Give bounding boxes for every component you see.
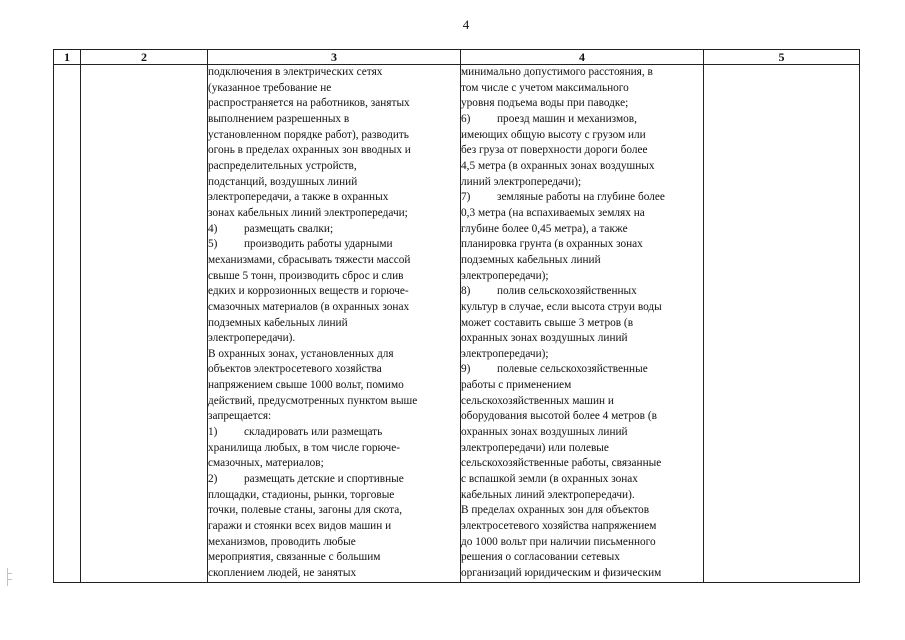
text-line: электропередачи).	[208, 332, 296, 345]
text-line: с вспашкой земли (в охранных зонах	[461, 473, 638, 486]
text-line: до 1000 вольт при наличии письменного	[461, 535, 656, 548]
list-item-text: складировать или размещать	[244, 426, 383, 439]
text-line: едких и коррозионных веществ и горюче-	[208, 285, 409, 298]
text-line: объектов электросетевого хозяйства	[208, 363, 382, 376]
list-item-text: полив сельскохозяйственных	[497, 285, 637, 298]
text-line	[461, 284, 703, 300]
column-header-2: 2	[81, 50, 208, 65]
text-line: смазочных, материалов;	[208, 457, 324, 470]
text-line: огонь в пределах охранных зон вводных и	[208, 144, 411, 157]
list-number: 6)	[461, 112, 471, 125]
text-line: минимально допустимого расстояния, в	[461, 66, 653, 78]
text-line: сельскохозяйственные работы, связанные	[461, 457, 662, 470]
cell-col-4	[461, 65, 704, 583]
text-line: действий, предусмотренных пунктом выше	[208, 394, 418, 407]
text-line: организаций юридическим и физическим	[461, 567, 662, 579]
text-line: запрещается:	[208, 410, 272, 423]
list-number: 2)	[208, 473, 218, 486]
header-row	[54, 50, 860, 65]
text-line: кабельных линий электропередачи).	[461, 488, 635, 501]
list-item-text: размещать детские и спортивные	[244, 473, 404, 486]
text-line: (указанное требование не	[208, 81, 332, 94]
text-line: работы с применением	[461, 379, 572, 392]
text-line: смазочных материалов (в охранных зонах	[208, 300, 410, 313]
text-line: механизмов, проводить любые	[208, 535, 356, 548]
text-line: хранилища любых, в том числе горюче-	[208, 441, 401, 454]
text-line: охранных зонах воздушных линий	[461, 426, 628, 439]
text-line	[461, 112, 703, 128]
cell-col-3	[208, 65, 461, 583]
margin-mark	[7, 568, 14, 586]
page-number: 4	[462, 17, 470, 32]
text-line: распределительных устройств,	[208, 159, 357, 172]
column-header-5: 5	[704, 50, 860, 65]
list-item-text: полевые сельскохозяйственные	[497, 363, 648, 376]
text-line: гаражи и стоянки всех видов машин и	[208, 520, 392, 533]
text-line: 0,3 метра (на вспахиваемых землях на	[461, 206, 645, 219]
text-line: распространяется на работников, занятых	[208, 97, 410, 110]
text-line: В пределах охранных зон для объектов	[461, 504, 650, 517]
list-number: 8)	[461, 285, 471, 298]
text-line: без груза от поверхности дороги более	[461, 144, 648, 157]
text-line: электросетевого хозяйства напряжением	[461, 520, 657, 533]
text-line: площадки, стадионы, рынки, торговые	[208, 488, 395, 501]
list-number: 7)	[461, 191, 471, 204]
text-line: решения о согласовании сетевых	[461, 551, 620, 564]
text-line: скоплением людей, не занятых	[208, 567, 357, 579]
text-line: В охранных зонах, установленных для	[208, 347, 394, 360]
text-line	[208, 237, 460, 253]
text-line	[208, 222, 460, 238]
text-line: электропередачи);	[461, 269, 549, 282]
text-line	[461, 362, 703, 378]
text-line	[461, 190, 703, 206]
list-item-text: проезд машин и механизмов,	[497, 112, 637, 125]
text-line: культур в случае, если высота струи воды	[461, 300, 662, 313]
cell-col-2	[81, 65, 208, 583]
list-item-text: размещать свалки;	[244, 222, 334, 235]
text-line: электропередачи) или полевые	[461, 441, 609, 454]
text-line: электропередачи, а также в охранных	[208, 191, 389, 204]
text-line: электропередачи);	[461, 347, 549, 360]
text-line: охранных зонах воздушных линий	[461, 332, 628, 345]
text-line: линий электропередачи);	[461, 175, 582, 188]
list-number: 9)	[461, 363, 471, 376]
text-line: напряжением свыше 1000 вольт, помимо	[208, 379, 404, 392]
text-line: подземных кабельных линий	[461, 253, 601, 266]
text-line: зонах кабельных линий электропередачи;	[208, 206, 408, 219]
cell-col-5	[704, 65, 860, 583]
column-header-1: 1	[54, 50, 81, 65]
list-number: 1)	[208, 426, 218, 439]
text-line: мероприятия, связанные с большим	[208, 551, 381, 564]
text-line: может составить свыше 3 метров (в	[461, 316, 634, 329]
text-line: подстанций, воздушных линий	[208, 175, 358, 188]
text-line	[208, 425, 460, 441]
text-line: подземных кабельных линий	[208, 316, 348, 329]
text-line: оборудования высотой более 4 метров (в	[461, 410, 657, 423]
text-line: подключения в электрических сетях	[208, 66, 383, 78]
text-line	[208, 472, 460, 488]
cell-col-1	[54, 65, 81, 583]
text-line: установленном порядке работ), разводить	[208, 128, 409, 141]
text-line: 4,5 метра (в охранных зонах воздушных	[461, 159, 655, 172]
text-line: точки, полевые станы, загоны для скота,	[208, 504, 403, 517]
list-item-text: производить работы ударными	[244, 238, 393, 251]
text-line: свыше 5 тонн, производить сброс и слив	[208, 269, 404, 282]
list-number: 5)	[208, 238, 218, 251]
regulation-table	[53, 49, 860, 583]
text-line: глубине более 0,45 метра), а также	[461, 222, 628, 235]
text-line: том числе с учетом максимального	[461, 81, 629, 94]
list-number: 4)	[208, 222, 218, 235]
list-item-text: земляные работы на глубине более	[497, 191, 665, 204]
text-line: выполнением разрешенных в	[208, 112, 350, 125]
text-line: имеющих общую высоту с грузом или	[461, 128, 646, 141]
table-row	[54, 65, 860, 583]
text-line: механизмами, сбрасывать тяжести массой	[208, 253, 411, 266]
column-header-4: 4	[461, 50, 704, 65]
text-line: планировка грунта (в охранных зонах	[461, 238, 643, 251]
text-line: сельскохозяйственных машин и	[461, 394, 614, 407]
column-header-3: 3	[208, 50, 461, 65]
text-line: уровня подъема воды при паводке;	[461, 97, 629, 110]
